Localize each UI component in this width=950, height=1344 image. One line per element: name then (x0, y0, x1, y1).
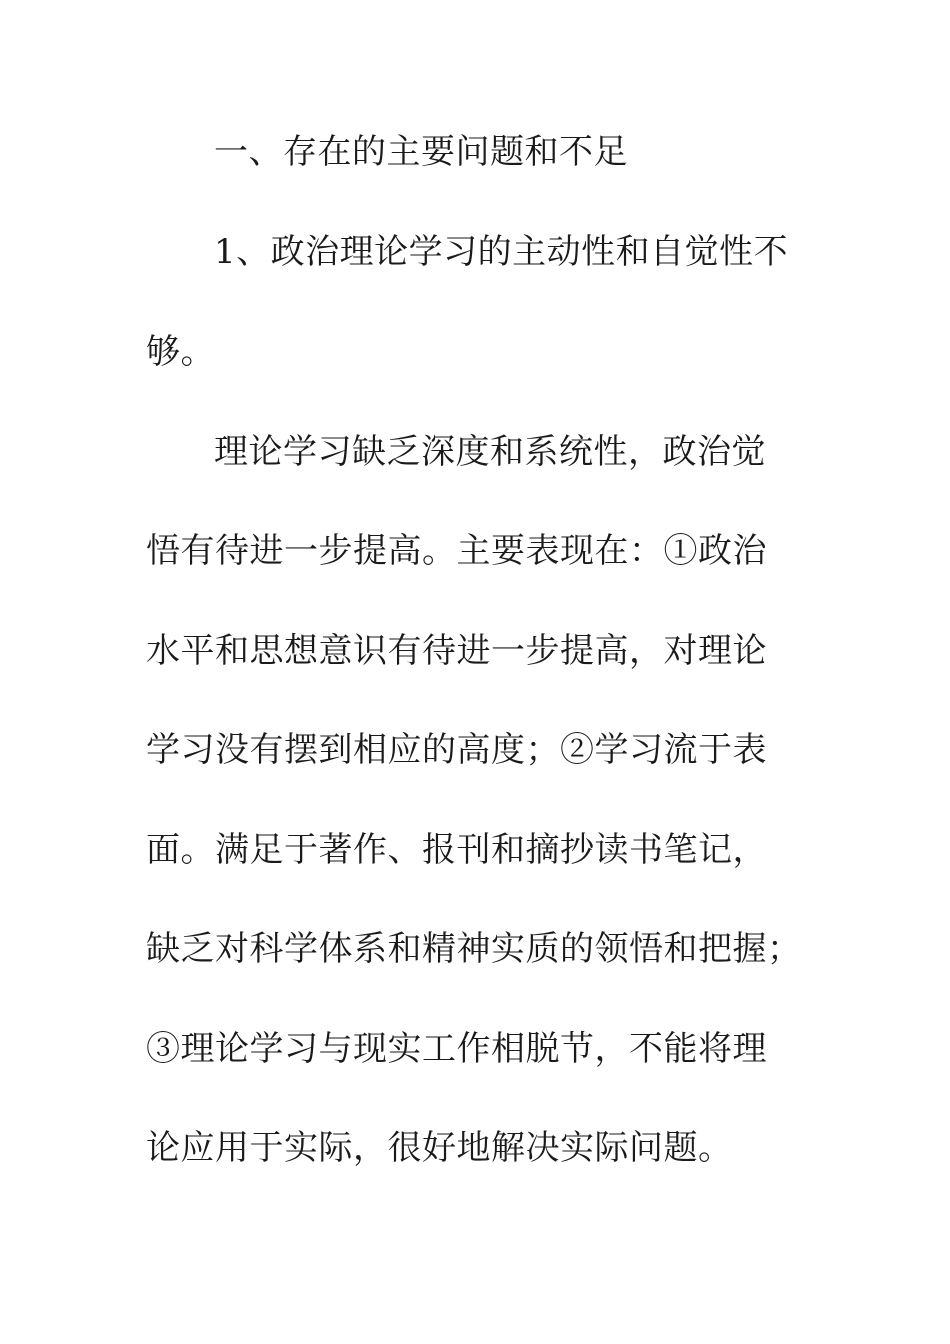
subheading-line-1: 1、政治理论学习的主动性和自觉性不 (214, 232, 789, 272)
paragraph-line-7: ③理论学习与现实工作相脱节，不能将理 (146, 1029, 767, 1069)
paragraph-line-2: 悟有待进一步提高。主要表现在：①政治 (146, 531, 767, 571)
paragraph-line-8: 论应用于实际，很好地解决实际问题。 (146, 1128, 733, 1168)
paragraph-line-6: 缺乏对科学体系和精神实质的领悟和把握； (146, 929, 802, 969)
paragraph-line-1: 理论学习缺乏深度和系统性，政治觉 (214, 432, 766, 472)
section-heading: 一、存在的主要问题和不足 (214, 132, 628, 172)
paragraph-line-4: 学习没有摆到相应的高度；②学习流于表 (146, 730, 767, 770)
paragraph-line-5: 面。满足于著作、报刊和摘抄读书笔记， (146, 830, 767, 870)
paragraph-line-3: 水平和思想意识有待进一步提高，对理论 (146, 631, 767, 671)
subheading-line-2: 够。 (146, 332, 215, 372)
